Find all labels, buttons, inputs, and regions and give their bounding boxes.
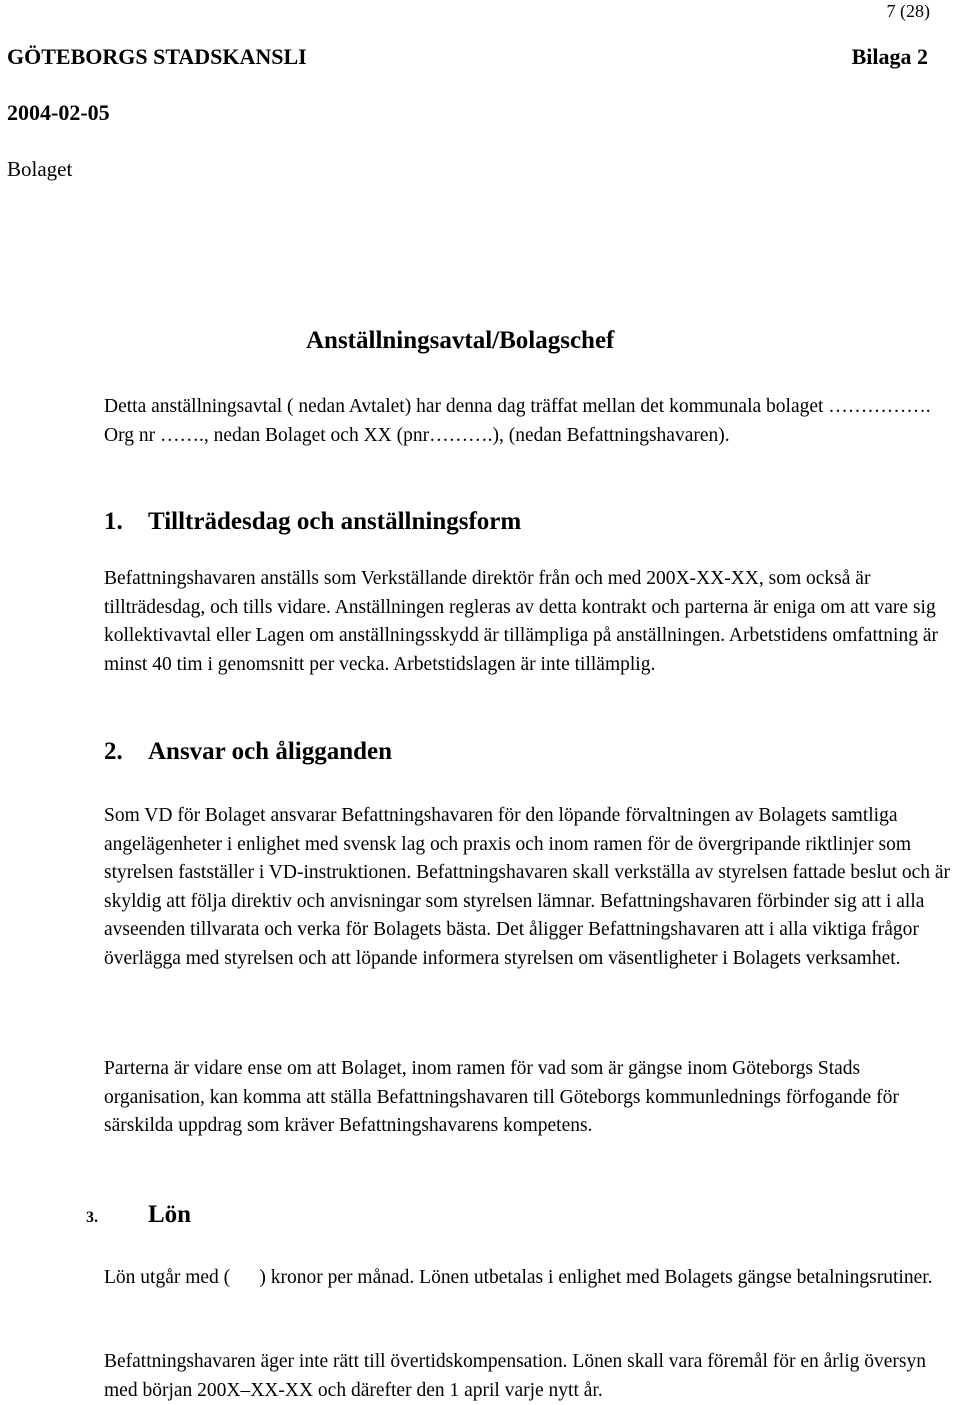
organization-name: GÖTEBORGS STADSKANSLI xyxy=(7,44,307,69)
page-number: 7 (28) xyxy=(886,1,930,21)
section-3-title: Lön xyxy=(148,1201,192,1228)
section-2-paragraph-1: Som VD för Bolaget ansvarar Befattningshavaren för den löpande förvaltningen av Bolagets samtliga angelägenheter i enlighet med svensk lag och praxis och inom ramen för de övergripande riktlinjer som styrelsen fastställer i VD-instruktionen. Befattningshavaren skall verkställa av styrelsen fattade beslut och är skyldig att följa direktiv och anvisningar som styrelsen lämnar. Befattningshavaren förbinder sig att i alla avseenden tillvarata och verka för Bolagets bästa. Det åligger Befattningshavaren att i alla viktiga frågor överlägga med styrelsen och att löpande informera styrelsen om väsentligheter i Bolagets verksamhet. xyxy=(104,805,951,969)
section-1-number: 1. xyxy=(104,508,123,535)
section-2-number: 2. xyxy=(104,738,123,765)
intro-paragraph: Detta anställningsavtal ( nedan Avtalet) har denna dag träffat mellan det kommunala bolaget ……………. Org nr ……., nedan Bolaget och XX (pnr……….), (nedan Befattningshavaren). xyxy=(104,396,931,446)
section-3-number: 3. xyxy=(86,1209,98,1226)
attachment-label: Bilaga 2 xyxy=(851,44,928,69)
document-title: Anställningsavtal/Bolagschef xyxy=(306,327,615,354)
section-2-heading xyxy=(104,737,392,767)
section-1-title: Tillträdesdag och anställningsform xyxy=(148,508,522,535)
section-3-paragraph-1: Lön utgår med ( ) kronor per månad. Lönen utbetalas i enlighet med Bolagets gängse betalningsrutiner. xyxy=(104,1267,933,1288)
section-1-heading xyxy=(104,507,521,537)
section-3-paragraph-2: Befattningshavaren äger inte rätt till övertidskompensation. Lönen skall vara föremål för en årlig översyn med början 200X–XX-XX och därefter den 1 april varje nytt år. xyxy=(104,1351,926,1401)
section-2-paragraph-2: Parterna är vidare ense om att Bolaget, inom ramen för vad som är gängse inom Göteborgs Stads organisation, kan komma att ställa Befattningshavaren till Göteborgs kommunlednings förfogande för särskilda uppdrag som kräver Befattningshavarens kompetens. xyxy=(104,1058,899,1137)
document-date: 2004-02-05 xyxy=(7,100,110,125)
section-2-title: Ansvar och åligganden xyxy=(148,738,393,765)
section-1-paragraph: Befattningshavaren anställs som Verkställande direktör från och med 200X-XX-XX, som också är tillträdesdag, och tills vidare. Anställningen regleras av detta kontrakt och parterna är eniga om att vare sig kollektivavtal eller Lagen om anställningsskydd är tillämpliga på anställningen. Arbetstidens omfattning är minst 40 tim i genomsnitt per vecka. Arbetstidslagen är inte tillämplig. xyxy=(104,568,938,675)
company-label: Bolaget xyxy=(7,157,73,181)
